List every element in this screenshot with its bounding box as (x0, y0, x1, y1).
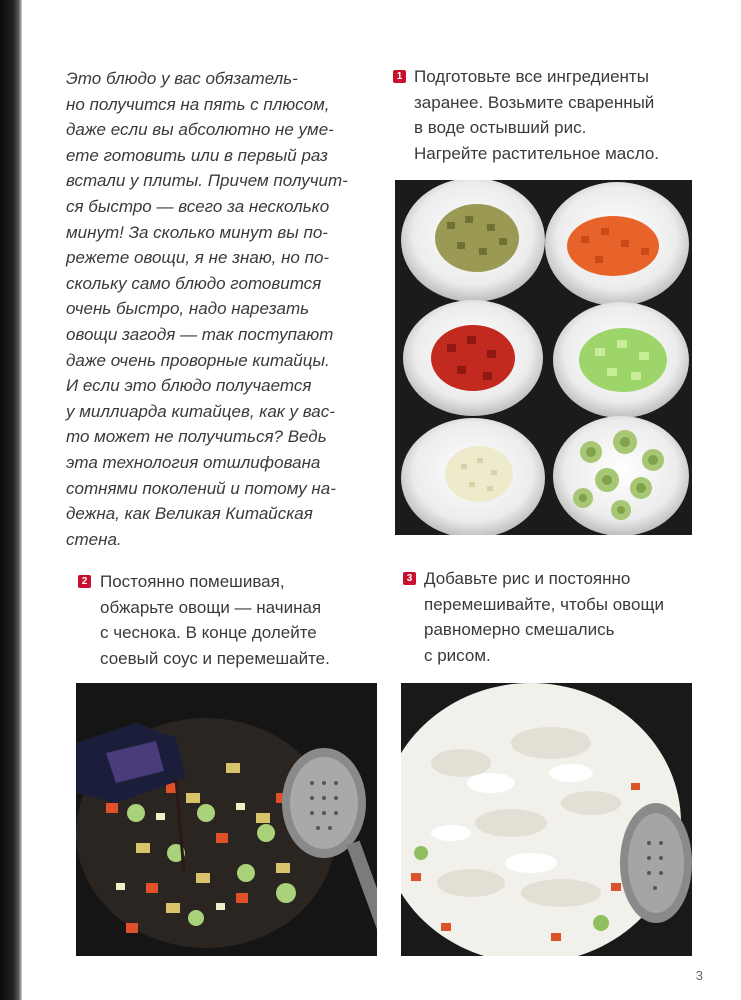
intro-line: стена. (66, 529, 122, 549)
intro-line: но получится на пять с плюсом, (66, 94, 330, 114)
intro-line: даже очень проворные китайцы. (66, 350, 330, 370)
page-number: 3 (695, 968, 703, 983)
step-2-text (81, 569, 330, 671)
intro-line: ете готовить или в первый раз (66, 145, 328, 165)
step-1-badge: 1 (393, 70, 406, 83)
intro-line: сотнями поколений и потому на- (66, 478, 336, 498)
intro-paragraph (66, 66, 386, 552)
step-line: равномерно смешались (424, 620, 615, 640)
intro-line: очень быстро, надо нарезать (66, 299, 310, 319)
intro-line: дежна, как Великая Китайская (66, 504, 313, 524)
intro-line: И если это блюдо получается (66, 376, 312, 396)
step-1-text (396, 64, 660, 166)
wok-vegetables-photo (76, 683, 377, 956)
step-line: заранее. Возьмите сваренный (414, 92, 655, 112)
intro-line: овощи загодя — так поступают (66, 324, 334, 344)
intro-line: минут! За сколько минут вы по- (66, 222, 328, 242)
wok-rice-photo (401, 683, 692, 956)
intro-line: эта технология отшлифована (66, 452, 321, 472)
step-line: соевый соус и перемешайте. (100, 648, 330, 668)
intro-line: режете овощи, я не знаю, но по- (66, 248, 330, 268)
intro-line: ся быстро — всего за несколько (66, 196, 330, 216)
intro-line: Это блюдо у вас обязатель- (66, 69, 298, 88)
step-line: обжарьте овощи — начиная (100, 597, 322, 617)
step-3-text (406, 566, 664, 668)
intro-line: то может не получиться? Ведь (66, 427, 327, 447)
step-2-badge: 2 (78, 575, 91, 588)
step-line: Нагрейте растительное масло. (414, 143, 660, 163)
step-line: с чеснока. В конце долейте (100, 623, 317, 643)
step-line: перемешивайте, чтобы овощи (424, 594, 664, 614)
ingredients-bowls-photo (395, 180, 692, 535)
step-line: с рисом. (424, 645, 491, 665)
step-line: Подготовьте все ингредиенты (414, 67, 649, 86)
step-line: Добавьте рис и постоянно (424, 569, 631, 588)
step-line: Постоянно помешивая, (100, 572, 285, 591)
step-line: в воде остывший рис. (414, 118, 587, 138)
intro-line: скольку само блюдо готовится (66, 273, 322, 293)
book-spine-shadow (0, 0, 22, 1000)
intro-line: встали у плиты. Причем получит- (66, 171, 348, 191)
step-3-badge: 3 (403, 572, 416, 585)
intro-line: у миллиарда китайцев, как у вас- (66, 401, 335, 421)
intro-line: даже если вы абсолютно не уме- (66, 120, 334, 140)
